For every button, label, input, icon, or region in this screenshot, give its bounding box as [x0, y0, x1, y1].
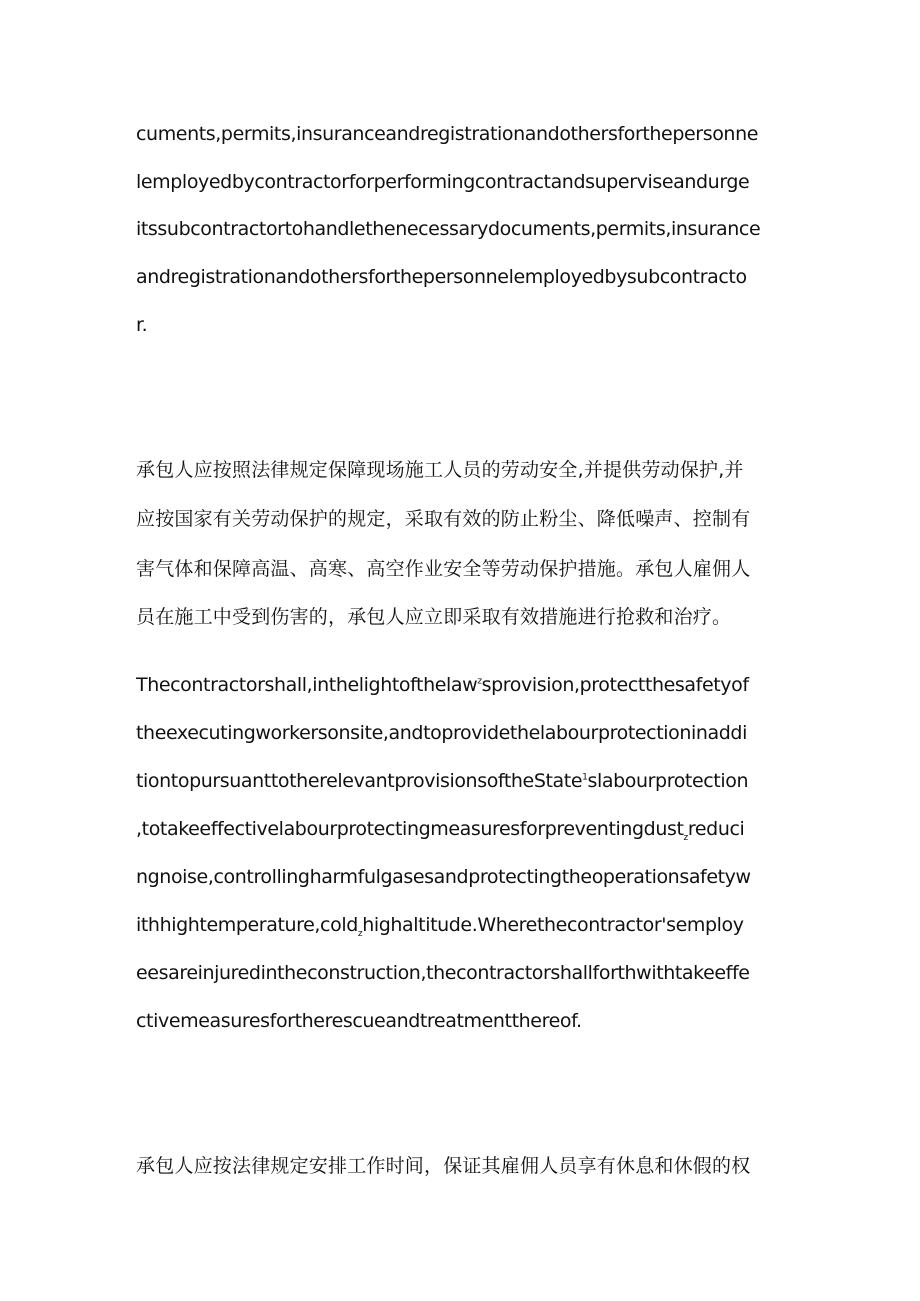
subscript-mark: z	[357, 928, 363, 937]
text-line: ngnoise,controllingharmfulgasesandprotectingtheoperationsafetyw	[136, 866, 751, 888]
text-line: 应按国家有关劳动保护的规定，采取有效的防止粉尘、降低噪声、控制有	[136, 508, 751, 530]
text-segment: tiontopursuanttotherelevantprovisionsoftheState	[136, 770, 583, 792]
text-segment: slabourprotection	[587, 770, 749, 792]
text-line	[136, 913, 796, 937]
text-line	[136, 769, 796, 793]
text-line: lemployedbycontractorforperformingcontractandsuperviseandurge	[136, 171, 750, 193]
superscript-mark: 1	[582, 772, 588, 783]
text-line: 害气体和保障高温、高寒、高空作业安全等劳动保护措施。承包人雇佣人	[136, 558, 751, 580]
text-line: 承包人应按照法律规定保障现场施工人员的劳动安全,并提供劳动保护,并	[136, 459, 744, 481]
text-segment: highaltitude.Wherethecontractor'semploy	[362, 914, 744, 936]
text-line: 承包人应按法律规定安排工作时间，保证其雇佣人员享有休息和休假的权	[136, 1155, 751, 1177]
text-line: cuments,permits,insuranceandregistrationandothersforthepersonne	[136, 123, 759, 145]
text-line: andregistrationandothersforthepersonnelemployedbysubcontracto	[136, 266, 747, 288]
text-line: r.	[136, 314, 148, 336]
text-segment: ithhightemperature,cold	[136, 914, 358, 936]
text-line: itssubcontractortohandlethenecessarydocuments,permits,insurance	[136, 218, 761, 240]
text-segment: Thecontractorshall,inthelightofthelaw	[136, 674, 478, 696]
superscript-mark: z	[477, 676, 482, 687]
text-line: 员在施工中受到伤害的，承包人应立即采取有效措施进行抢救和治疗。	[136, 606, 732, 628]
text-line	[136, 673, 796, 697]
text-line: ctivemeasuresfortherescueandtreatmentthereof.	[136, 1010, 582, 1032]
text-segment: sprovision,protectthesafetyof	[481, 674, 749, 696]
text-line	[136, 817, 796, 841]
subscript-mark: z	[683, 832, 688, 841]
text-segment: reduci	[687, 818, 745, 840]
text-line: eesareinjuredintheconstruction,thecontractorshallforthwithtakeeffe	[136, 962, 750, 984]
text-line: theexecutingworkersonsite,andtoprovidethelabourprotectioninaddi	[136, 722, 747, 744]
text-segment: ,totakeeffectivelabourprotectingmeasuresforpreventingdust	[136, 818, 684, 840]
